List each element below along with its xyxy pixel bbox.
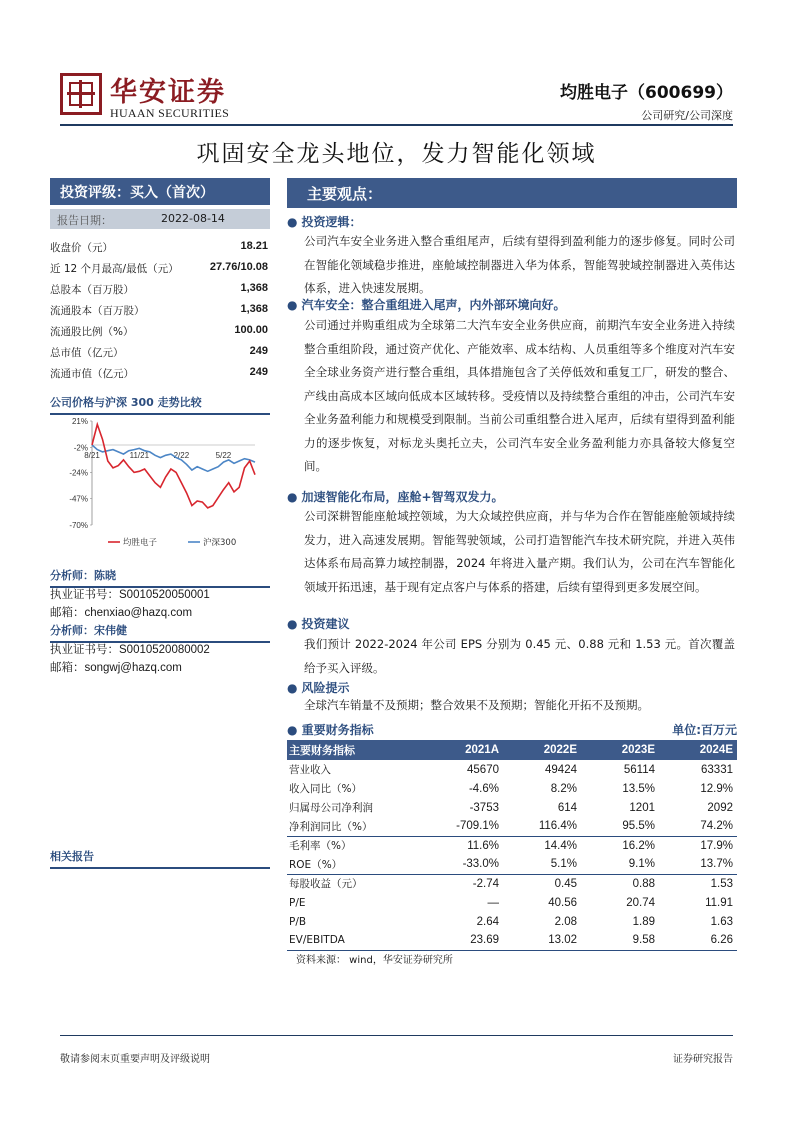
report-date bbox=[50, 209, 270, 229]
series-line-company bbox=[92, 424, 255, 508]
cell: 2.64 bbox=[476, 915, 499, 928]
stat-row bbox=[50, 238, 270, 258]
header-divider bbox=[60, 124, 733, 126]
cell: 1.63 bbox=[710, 915, 733, 928]
analyst-1-cert: 执业证书号：S0010520050001 bbox=[50, 589, 210, 601]
paragraph-auto-safety: 公司通过并购重组成为全球第二大汽车安全业务供应商，前期汽车安全业务进入持续整合重组阶段，通过资产优化、产能效率、成本结构、人员重组等多个维度对汽车安全全球业务资产进行整合重组，具体措施包含了关停低效和重复工厂，研发的整合、产线由高成本区域向低成本区域转移。受疫情以及持续整合重组的冲击，公司汽车安全业务盈利能力和规模受到限制。当前公司重组整合进入尾声，后续有望得到盈利能力的逐步恢复，对标龙头奥托立夫，公司汽车安全业务盈利能力亦具备较大修复空间。 bbox=[304, 318, 735, 473]
cell: 17.9% bbox=[659, 836, 737, 855]
main-points-bar: 主要观点： bbox=[287, 178, 737, 208]
cell: 2.08 bbox=[554, 915, 577, 928]
analyst-1-header: 分析师：陈晓 bbox=[50, 567, 270, 588]
stock-title: 均胜电子（600699） bbox=[560, 83, 733, 103]
cell: 63331 bbox=[701, 763, 733, 776]
cell: 9.1% bbox=[628, 858, 655, 871]
cell: -4.6% bbox=[468, 782, 499, 795]
paragraph-risk: 全球汽车销量不及预期；整合效果不及预期；智能化开拓不及预期。 bbox=[304, 698, 649, 712]
cell: 11.6% bbox=[425, 836, 503, 855]
report-date-label: 报告日期： bbox=[57, 214, 112, 227]
table-row bbox=[287, 855, 737, 874]
section-heading bbox=[287, 615, 350, 632]
cell: 23.69 bbox=[425, 931, 503, 950]
related-reports-header: 相关报告 bbox=[50, 848, 270, 869]
bullet-icon: ● bbox=[287, 681, 298, 695]
row-label: ROE（%） bbox=[289, 858, 343, 871]
cell: 2092 bbox=[707, 801, 733, 814]
stat-row bbox=[50, 301, 270, 321]
data-source: 资料来源： wind，华安证券研究所 bbox=[296, 955, 453, 966]
cell: 49424 bbox=[545, 763, 577, 776]
stat-value: 1,368 bbox=[240, 282, 268, 294]
row-label: 净利润同比（%） bbox=[289, 820, 373, 833]
table-row bbox=[287, 760, 737, 779]
analyst-2-email: 邮箱：songwj@hazq.com bbox=[50, 662, 182, 674]
bullet-icon: ● bbox=[287, 617, 298, 631]
stat-value: 18.21 bbox=[240, 240, 268, 252]
paragraph-investment-advice: 我们预计 2022-2024 年公司 EPS 分别为 0.45 元、0.88 元和 1.53 元。首次覆盖给予买入评级。 bbox=[304, 637, 735, 675]
cell: 13.5% bbox=[622, 782, 655, 795]
y-tick-label: -2% bbox=[73, 443, 88, 453]
stat-value: 1,368 bbox=[240, 303, 268, 315]
cell: 1201 bbox=[629, 801, 655, 814]
cell: 40.56 bbox=[548, 896, 577, 909]
report-title: 巩固安全龙头地位，发力智能化领域 bbox=[196, 141, 597, 167]
section-heading bbox=[287, 296, 566, 313]
cell: 11.91 bbox=[705, 896, 733, 909]
stat-row bbox=[50, 364, 270, 384]
cell: 12.9% bbox=[700, 782, 733, 795]
cell: 95.5% bbox=[622, 820, 655, 833]
cell: 1.89 bbox=[632, 915, 655, 928]
cell: 56114 bbox=[623, 763, 655, 776]
stat-value: 100.00 bbox=[234, 324, 268, 336]
cell: 8.2% bbox=[550, 782, 577, 795]
footer-disclaimer: 敬请参阅末页重要声明及评级说明 bbox=[60, 1054, 210, 1065]
column-header: 2021A bbox=[425, 740, 503, 760]
section-heading-text: 投资逻辑： bbox=[301, 215, 362, 229]
cell: -2.74 bbox=[425, 874, 503, 893]
report-type: 公司研究/公司深度 bbox=[641, 109, 733, 122]
cell: — bbox=[487, 896, 499, 909]
stat-value: 249 bbox=[249, 345, 268, 357]
table-row bbox=[287, 779, 737, 798]
footer-label: 证券研究报告 bbox=[673, 1054, 733, 1065]
legend-label: 沪深300 bbox=[203, 538, 237, 548]
cell: 14.4% bbox=[503, 836, 581, 855]
x-tick-label: 8/21 bbox=[84, 451, 100, 460]
financial-table-title: 重要财务指标 bbox=[301, 723, 374, 737]
stat-key: 流通市值（亿元） bbox=[50, 368, 134, 380]
analyst-2-header: 分析师：宋伟健 bbox=[50, 622, 270, 643]
table-row bbox=[287, 912, 737, 931]
row-label: 归属母公司净利润 bbox=[289, 802, 373, 814]
column-header: 主要财务指标 bbox=[287, 740, 425, 760]
cell: 13.02 bbox=[503, 931, 581, 950]
row-label: EV/EBITDA bbox=[287, 931, 425, 950]
bullet-icon: ● bbox=[287, 723, 302, 737]
row-label: P/E bbox=[289, 896, 306, 909]
stat-value: 27.76/10.08 bbox=[209, 261, 268, 273]
stat-row bbox=[50, 322, 270, 342]
column-header: 2024E bbox=[659, 740, 737, 760]
financial-unit: 单位:百万元 bbox=[672, 723, 737, 737]
footer-divider bbox=[60, 1035, 733, 1036]
table-row bbox=[287, 836, 737, 855]
column-header: 2023E bbox=[581, 740, 659, 760]
stat-key: 流通股本（百万股） bbox=[50, 305, 145, 317]
stat-key: 近 12 个月最高/最低（元） bbox=[50, 263, 179, 275]
section-heading bbox=[287, 213, 362, 230]
cell: 13.7% bbox=[700, 858, 733, 871]
cell: 20.74 bbox=[626, 896, 655, 909]
stat-key: 总市值（亿元） bbox=[50, 347, 124, 359]
financial-table bbox=[287, 740, 737, 951]
stat-value: 249 bbox=[249, 366, 268, 378]
stat-row bbox=[50, 259, 270, 279]
cell: 5.1% bbox=[550, 858, 577, 871]
cell: 45670 bbox=[467, 763, 499, 776]
y-tick-label: -70% bbox=[69, 521, 88, 530]
section-heading-text: 汽车安全：整合重组进入尾声，内外部环境向好。 bbox=[301, 298, 566, 312]
row-label: 收入同比（%） bbox=[289, 783, 362, 795]
x-tick-label: 2/22 bbox=[173, 451, 190, 460]
chart-title: 公司价格与沪深 300 走势比较 bbox=[50, 394, 270, 415]
cell: -3753 bbox=[469, 801, 499, 814]
price-chart-svg bbox=[50, 413, 270, 553]
bullet-icon: ● bbox=[287, 298, 298, 312]
row-label: 营业收入 bbox=[289, 764, 331, 776]
bullet-icon: ● bbox=[287, 490, 298, 504]
analyst-2-cert: 执业证书号：S0010520080002 bbox=[50, 644, 210, 656]
x-tick-label: 5/22 bbox=[215, 451, 232, 460]
cell: 1.53 bbox=[659, 874, 737, 893]
analyst-1-email: 邮箱：chenxiao@hazq.com bbox=[50, 607, 193, 619]
y-tick-label: -24% bbox=[69, 468, 88, 478]
row-label: P/B bbox=[289, 915, 307, 928]
report-date-value: 2022-08-14 bbox=[161, 212, 225, 225]
table-header-row bbox=[287, 740, 737, 760]
cell: 0.45 bbox=[503, 874, 581, 893]
cell: 74.2% bbox=[700, 820, 733, 833]
paragraph-investment-logic: 公司汽车安全业务进入整合重组尾声，后续有望得到盈利能力的逐步修复。同时公司在智能化领域稳步推进，座舱域控制器进入华为体系，智能驾驶域控制器进入英伟达体系，进入快速发展期。 bbox=[304, 234, 735, 295]
brand-name-en: HUAAN SECURITIES bbox=[110, 106, 230, 120]
section-heading-text: 风险提示 bbox=[301, 681, 350, 695]
cell: 16.2% bbox=[581, 836, 659, 855]
cell: 6.26 bbox=[659, 931, 737, 950]
table-row bbox=[287, 874, 737, 893]
cell: -33.0% bbox=[462, 858, 499, 871]
section-heading bbox=[287, 488, 504, 505]
price-chart bbox=[50, 413, 270, 553]
paragraph-intelligence: 公司深耕智能座舱域控领域，为大众域控供应商，并与华为合作在智能座舱领域持续发力，进入高速发展期。智能驾驶领域，公司打造智能汽车技术研究院，并进入英伟达体系布局高算力域控制器，2024 年将进入量产期。我们认为，公司在汽车智能化领域开拓迅速，基于现有定点客户与体系的搭建，后续有望得到更多发展空间。 bbox=[304, 509, 735, 594]
stat-key: 总股本（百万股） bbox=[50, 284, 134, 296]
brand-name-cn: 华安证券 bbox=[110, 77, 226, 108]
cell: 9.58 bbox=[581, 931, 659, 950]
row-label: 每股收益（元） bbox=[287, 874, 425, 893]
financial-table-header bbox=[287, 721, 737, 738]
row-label: 毛利率（%） bbox=[287, 836, 425, 855]
cell: 0.88 bbox=[581, 874, 659, 893]
bullet-icon: ● bbox=[287, 215, 298, 229]
stat-row bbox=[50, 280, 270, 300]
table-row bbox=[287, 798, 737, 817]
rating-bar: 投资评级：买入（首次） bbox=[50, 178, 270, 205]
legend-label: 均胜电子 bbox=[123, 538, 158, 548]
stat-key: 收盘价（元） bbox=[50, 242, 113, 254]
y-tick-label: 21% bbox=[71, 417, 88, 426]
table-row bbox=[287, 931, 737, 950]
column-header: 2022E bbox=[503, 740, 581, 760]
cell: -709.1% bbox=[456, 820, 499, 833]
table-row bbox=[287, 893, 737, 912]
section-heading-text: 投资建议 bbox=[301, 617, 350, 631]
x-tick-label: 11/21 bbox=[129, 451, 150, 460]
stat-key: 流通股比例（%） bbox=[50, 326, 134, 338]
stat-row bbox=[50, 343, 270, 363]
cell: 116.4% bbox=[538, 820, 577, 833]
company-logo bbox=[60, 73, 102, 115]
cell: 614 bbox=[557, 801, 577, 814]
section-heading-text: 加速智能化布局，座舱+智驾双发力。 bbox=[301, 490, 504, 504]
y-tick-label: -47% bbox=[69, 494, 88, 504]
table-row bbox=[287, 817, 737, 836]
